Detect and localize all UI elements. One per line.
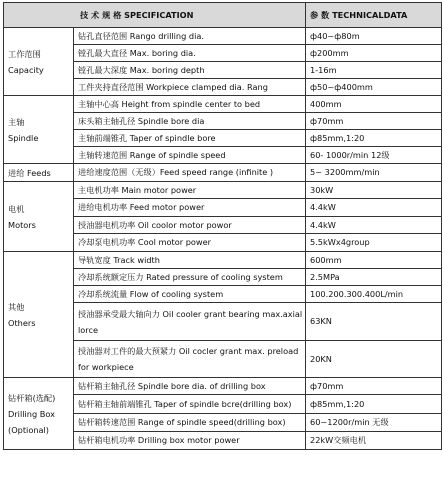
header-technical-data: 参 数 TECHNICALDATA	[306, 3, 442, 28]
category-cell	[4, 252, 74, 378]
category-label: Motors	[8, 219, 36, 230]
spec-row	[4, 252, 442, 269]
spec-row	[4, 182, 442, 199]
category-label: 其他	[8, 301, 25, 312]
spec-value: ф70mm	[306, 113, 442, 130]
category-cell	[4, 96, 74, 164]
spec-label: 主轴中心高 Height from spindle center to bed	[74, 96, 306, 113]
spec-row	[4, 96, 442, 113]
spec-label: 进给速度范围（无级）Feed speed range (infinite )	[74, 164, 306, 182]
category-label: Spindle	[8, 132, 39, 143]
spec-label: 冷却泵电机功率 Cool motor power	[74, 234, 306, 252]
spec-body	[4, 28, 442, 450]
spec-value: ф50~ф400mm	[306, 79, 442, 96]
spec-label: 镗孔最大深度 Max. boring depth	[74, 62, 306, 79]
spec-label: 主轴前端锥孔 Taper of spindle bore	[74, 130, 306, 147]
spec-value: 100.200.300.400L/min	[306, 286, 442, 303]
spec-label: 授油器对工件的最大预紧力 Oil cocler grant max. preload for workpiece	[74, 341, 306, 378]
category-cell	[4, 164, 74, 182]
category-label: Others	[8, 317, 36, 328]
spec-value: ф70mm	[306, 378, 442, 395]
spec-value: ф85mm,1:20	[306, 395, 442, 414]
category-label: 进给 Feeds	[8, 167, 51, 178]
category-cell	[4, 378, 74, 450]
spec-label: 钻杆箱转速范围 Range of spindle speed(drilling box)	[74, 414, 306, 432]
category-label: 主轴	[8, 116, 25, 127]
spec-value: 5~ 3200mm/min	[306, 164, 442, 182]
spec-value: 30kW	[306, 182, 442, 199]
category-label: 工作范围	[8, 48, 41, 59]
spec-label: 授油器承受最大轴向力 Oil cooler grant bearing max.axial lorce	[74, 303, 306, 341]
specification-table	[3, 2, 442, 450]
spec-label: 钻杆箱主轴前端锥孔 Taper of spindle bcre(drilling box)	[74, 395, 306, 414]
spec-value: 400mm	[306, 96, 442, 113]
spec-row	[4, 378, 442, 395]
spec-value: 60- 1000r/min 12级	[306, 147, 442, 164]
spec-label: 授油器电机功率 Oil coolor motor powor	[74, 217, 306, 234]
spec-label: 钻杆箱电机功率 Drilling box motor power	[74, 432, 306, 450]
category-cell	[4, 182, 74, 252]
spec-label: 进给电机功率 Feed motor power	[74, 199, 306, 217]
spec-value: 5.5kWx4group	[306, 234, 442, 252]
spec-value: 4.4kW	[306, 217, 442, 234]
spec-value: 60~1200r/min 无级	[306, 414, 442, 432]
spec-label: 冷却系统流量 Flow of cooling system	[74, 286, 306, 303]
spec-label: 镗孔最大直径 Max. boring dia.	[74, 45, 306, 62]
spec-value: ф200mm	[306, 45, 442, 62]
header-specification: 技 术 规 格 SPECIFICATION	[4, 3, 306, 28]
spec-value: 4.4kW	[306, 199, 442, 217]
spec-label: 钻杆箱主轴孔径 Spindle bore dia. of drilling box	[74, 378, 306, 395]
header-row	[4, 3, 442, 28]
spec-value: 22kW交频电机	[306, 432, 442, 450]
category-label: (Optional)	[8, 424, 50, 435]
category-label: 钻杆箱(选配)	[8, 392, 56, 403]
spec-value: 20KN	[306, 341, 442, 378]
spec-label: 主电机功率 Main motor power	[74, 182, 306, 199]
spec-row	[4, 28, 442, 45]
category-cell	[4, 28, 74, 96]
spec-label: 主轴转速范围 Range of spindle speed	[74, 147, 306, 164]
spec-row	[4, 164, 442, 182]
spec-value: 2.5MPa	[306, 269, 442, 286]
spec-value: 1-16m	[306, 62, 442, 79]
spec-label: 工件夹持直径范围 Workpiece clamped dia. Rang	[74, 79, 306, 96]
spec-label: 导轨宽度 Track width	[74, 252, 306, 269]
spec-sheet	[3, 2, 441, 478]
category-label: Capacity	[8, 64, 44, 75]
spec-label: 床头箱主轴孔径 Spindle bore dia	[74, 113, 306, 130]
spec-value: ф85mm,1:20	[306, 130, 442, 147]
category-label: Drilling Box	[8, 408, 55, 419]
spec-value: 600mm	[306, 252, 442, 269]
category-label: 电机	[8, 203, 25, 214]
spec-value: 63KN	[306, 303, 442, 341]
spec-value: ф40~ф80m	[306, 28, 442, 45]
spec-label: 钻孔直径范围 Rango drilling dia.	[74, 28, 306, 45]
spec-label: 冷却系统额定压力 Rated pressure of cooling system	[74, 269, 306, 286]
